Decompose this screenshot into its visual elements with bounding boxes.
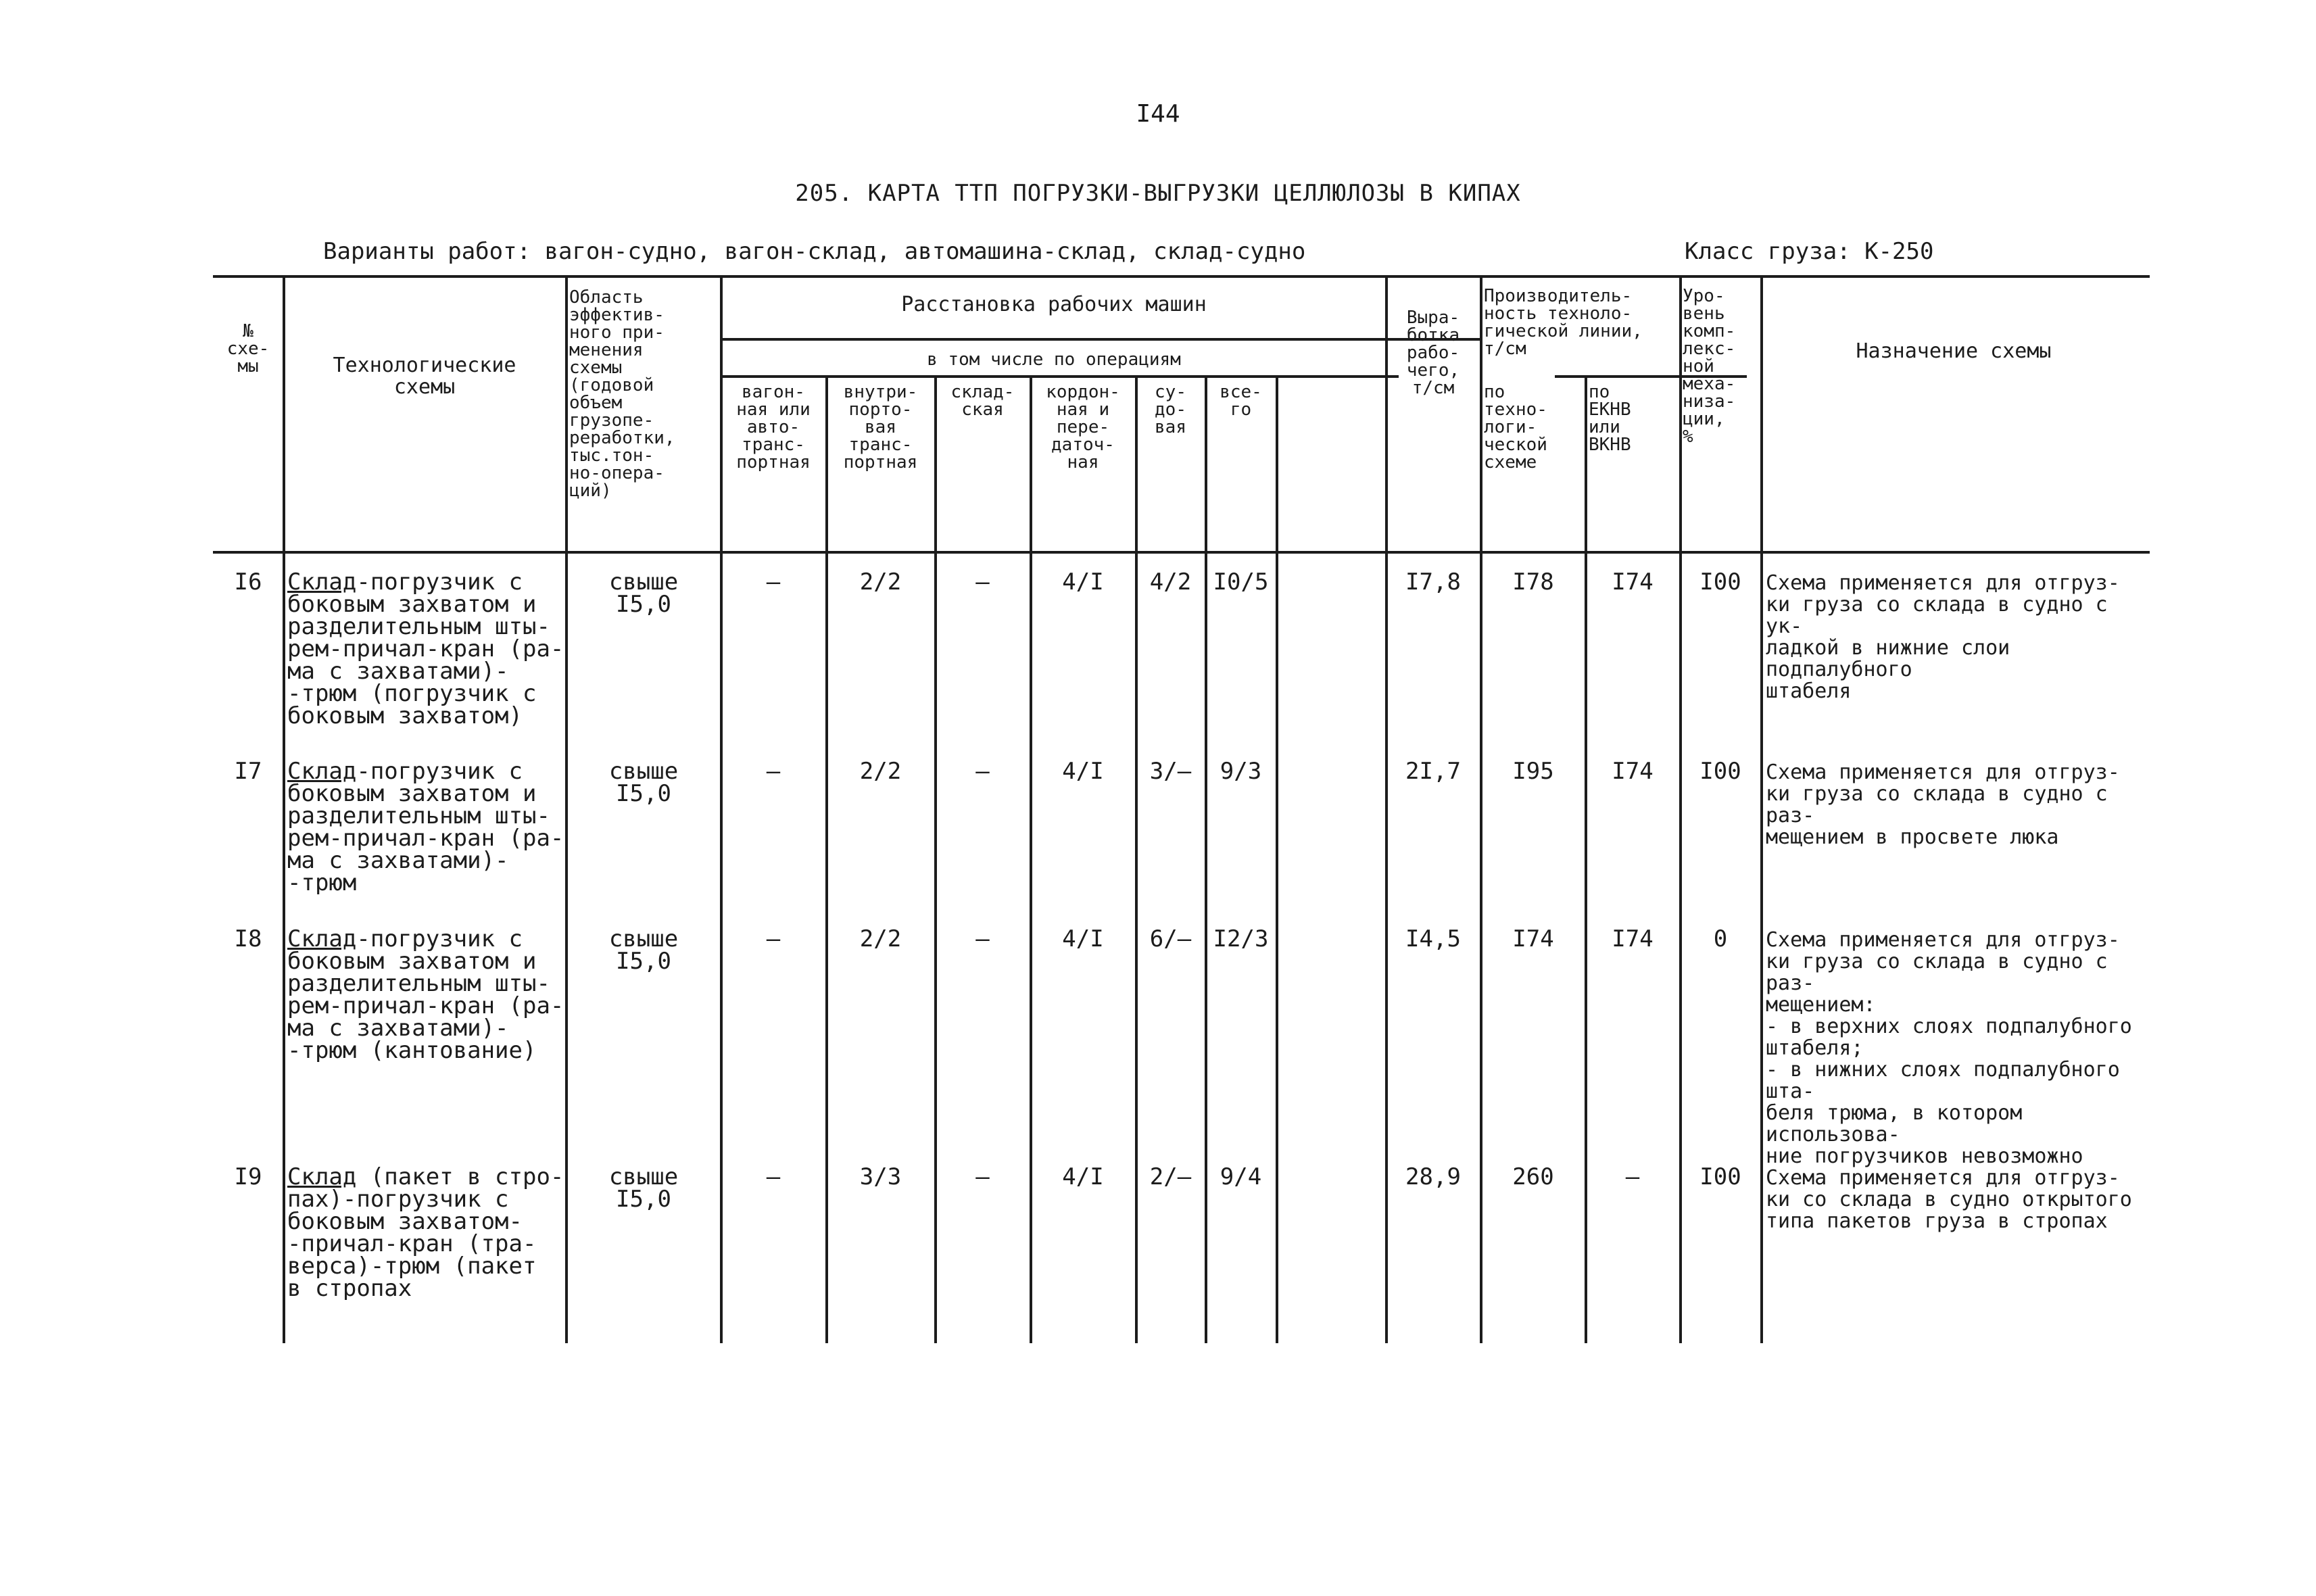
row-total: 9/3	[1220, 760, 1262, 783]
row-productivity-scheme: I78	[1512, 571, 1554, 594]
header-wagon-ops: вагон- ная или авто- транс- портная	[736, 383, 811, 471]
cargo-class: Класс груза: К-250	[1685, 238, 1934, 265]
col-rule-12	[1585, 375, 1587, 1343]
header-warehouse-ops: склад- ская	[950, 383, 1015, 418]
row-tech-scheme	[287, 1166, 564, 1300]
row-wagon-ops: –	[766, 760, 781, 783]
row-worker-output: 2I,7	[1405, 760, 1461, 783]
scheme-rest: -погрузчик с боковым захватом и разделительным шты- рем-причал-кран (ра- ма с захватами)- -трюм (погрузчик с боковым захватом)	[287, 571, 564, 727]
header-worker-output: Выра- ботка рабо- чего, т/см	[1406, 309, 1460, 397]
scheme-rest: (пакет в стро- пах)-погрузчик с боковым захватом- -причал-кран (тра- верса)-трюм (пакет в стропах	[287, 1166, 564, 1300]
row-cordon-ops: 4/I	[1062, 928, 1104, 950]
work-variants: Варианты работ: вагон-судно, вагон-склад, автомашина-склад, склад-судно	[323, 238, 1306, 265]
row-worker-output: I7,8	[1405, 571, 1461, 594]
header-including-operations: в том числе по операциям	[927, 351, 1181, 368]
header-tech-schemes: Технологические схемы	[333, 355, 516, 398]
header-cordon-ops: кордон- ная и пере- даточ- ная	[1046, 383, 1120, 471]
row-warehouse-ops: –	[975, 760, 990, 783]
row-number: I6	[234, 571, 262, 594]
header-mechanization-level: Уро- вень комп- лекс- ной меха- низа- ции, %	[1683, 287, 1736, 445]
row-mechanization-level: 0	[1713, 928, 1728, 950]
row-warehouse-ops: –	[975, 928, 990, 950]
header-by-eknv: по ЕКНВ или ВКНВ	[1589, 383, 1631, 454]
col-rule-8	[1205, 375, 1207, 1343]
row-productivity-scheme: I95	[1512, 760, 1554, 783]
header-ship-ops: су- до- вая	[1155, 383, 1186, 436]
table-top-rule	[213, 275, 2150, 278]
header-machine-placement: Расстановка рабочих машин	[901, 294, 1207, 316]
ttp-table	[213, 275, 2150, 1343]
row-cordon-ops: 4/I	[1062, 760, 1104, 783]
row-total: I0/5	[1213, 571, 1269, 594]
col-rule-1	[283, 275, 285, 1343]
row-application-area: свыше I5,0	[608, 928, 679, 973]
row-wagon-ops: –	[766, 1166, 781, 1188]
header-internal-port-ops: внутри- порто- вая транс- портная	[843, 383, 918, 471]
row-productivity-eknv: I74	[1612, 928, 1654, 950]
row-scheme-purpose: Схема применяется для отгруз- ки груза со склада в судно с раз- мещением в просвете люка	[1766, 762, 2120, 848]
col-rule-5	[934, 375, 937, 1343]
col-rule-7	[1135, 375, 1138, 1343]
row-productivity-eknv: –	[1625, 1166, 1640, 1188]
col-rule-6	[1030, 375, 1032, 1343]
row-application-area: свыше I5,0	[608, 760, 679, 805]
scheme-rest: -погрузчик с боковым захватом и разделительным шты- рем-причал-кран (ра- ма с захватами)- -трюм	[287, 760, 564, 894]
col-rule-14	[1760, 275, 1763, 1343]
row-worker-output: I4,5	[1405, 928, 1461, 950]
header-total: все- го	[1220, 383, 1262, 418]
header-rule-ops	[720, 375, 1399, 378]
row-total: 9/4	[1220, 1166, 1262, 1188]
row-scheme-purpose: Схема применяется для отгруз- ки груза со склада в судно с ук- ладкой в нижние слои подпалубного штабеля	[1766, 573, 2120, 702]
row-worker-output: 28,9	[1405, 1166, 1461, 1188]
row-scheme-purpose: Схема применяется для отгруз- ки груза со склада в судно с раз- мещением: - в верхних слоях подпалубного штабеля; - в нижних слоях подпалубного шта- беля трюма, в котором использова- ние погрузчиков невозможно	[1766, 929, 2132, 1167]
row-warehouse-ops: –	[975, 571, 990, 594]
row-internal-port-ops: 2/2	[859, 571, 902, 594]
row-cordon-ops: 4/I	[1062, 571, 1104, 594]
row-number: I9	[234, 1166, 262, 1188]
row-internal-port-ops: 3/3	[859, 1166, 902, 1188]
row-tech-scheme	[287, 571, 564, 727]
row-ship-ops: 3/–	[1149, 760, 1192, 783]
row-productivity-eknv: I74	[1612, 571, 1654, 594]
row-productivity-scheme: 260	[1512, 1166, 1554, 1188]
row-warehouse-ops: –	[975, 1166, 990, 1188]
header-rule-placement	[720, 338, 1480, 341]
row-ship-ops: 4/2	[1149, 571, 1192, 594]
header-scheme-number: № схе- мы	[226, 322, 270, 375]
row-mechanization-level: I00	[1699, 571, 1741, 594]
row-total: I2/3	[1213, 928, 1269, 950]
header-application-area: Область эффектив- ного при- менения схемы (годовой объем грузопе- реработки, тыс.тон- но-опера- ций)	[569, 289, 675, 500]
scheme-rest: -погрузчик с боковым захватом и разделительным шты- рем-причал-кран (ра- ма с захватами)- -трюм (кантование)	[287, 928, 564, 1062]
document-title: 205. КАРТА ТТП ПОГРУЗКИ-ВЫГРУЗКИ ЦЕЛЛЮЛОЗЫ В КИПАХ	[795, 180, 1521, 207]
row-ship-ops: 6/–	[1149, 928, 1192, 950]
row-application-area: свыше I5,0	[608, 571, 679, 616]
scheme-head: Склад	[287, 760, 357, 785]
scheme-head: Склад	[287, 1166, 357, 1190]
row-wagon-ops: –	[766, 928, 781, 950]
row-number: I8	[234, 928, 262, 950]
row-scheme-purpose: Схема применяется для отгруз- ки со склада в судно открытого типа пакетов груза в стропах	[1766, 1167, 2132, 1232]
row-tech-scheme	[287, 760, 564, 894]
col-rule-4	[825, 375, 828, 1343]
scheme-head: Склад	[287, 571, 357, 596]
header-line-productivity: Производитель- ность техноло- гической линии, т/см	[1484, 287, 1643, 358]
row-mechanization-level: I00	[1699, 760, 1741, 783]
row-application-area: свыше I5,0	[608, 1166, 679, 1211]
scheme-head: Склад	[287, 928, 357, 952]
col-rule-9	[1276, 375, 1278, 1343]
page-number: I44	[1136, 100, 1180, 128]
row-internal-port-ops: 2/2	[859, 928, 902, 950]
row-mechanization-level: I00	[1699, 1166, 1741, 1188]
row-wagon-ops: –	[766, 571, 781, 594]
row-productivity-scheme: I74	[1512, 928, 1554, 950]
row-cordon-ops: 4/I	[1062, 1166, 1104, 1188]
row-internal-port-ops: 2/2	[859, 760, 902, 783]
row-tech-scheme	[287, 928, 564, 1062]
header-bottom-rule	[213, 551, 2150, 554]
row-ship-ops: 2/–	[1149, 1166, 1192, 1188]
header-by-tech-scheme: по техно- логи- ческой схеме	[1484, 383, 1547, 471]
row-number: I7	[234, 760, 262, 783]
header-scheme-purpose: Назначение схемы	[1856, 343, 2052, 360]
row-productivity-eknv: I74	[1612, 760, 1654, 783]
